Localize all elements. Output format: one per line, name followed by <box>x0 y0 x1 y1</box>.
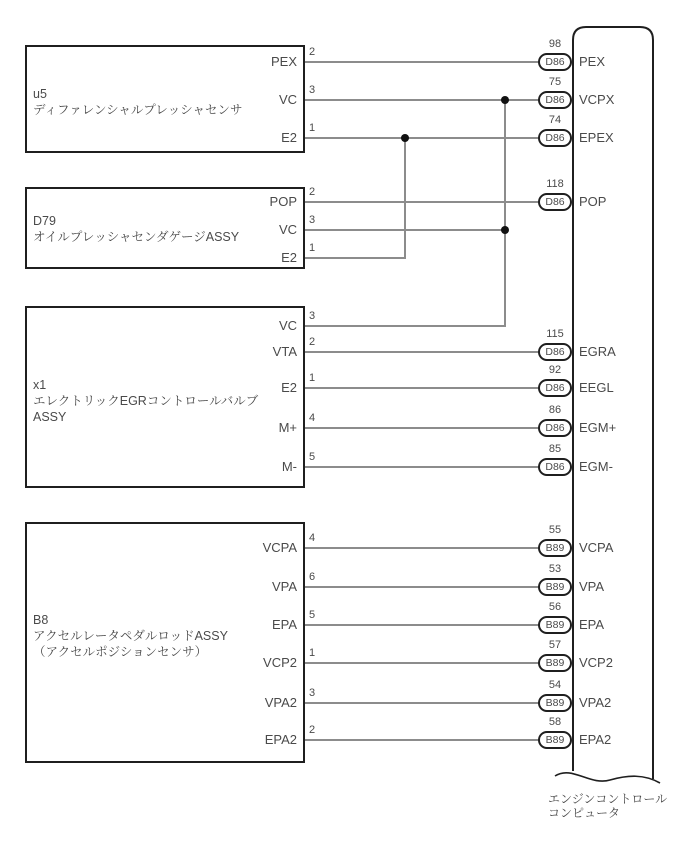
junction-dot <box>401 134 409 142</box>
pin-label-e2: E2 <box>281 130 297 145</box>
pin-number: 4 <box>309 412 316 424</box>
pin-label-pex: PEX <box>270 54 297 69</box>
ecu-caption-line: コンピュータ <box>548 806 621 820</box>
ecu-terminal-label-egm-minus: EGM- <box>579 459 613 474</box>
connector-oval: D86 <box>538 91 572 109</box>
ecu-pin-number: 92 <box>548 364 562 376</box>
pin-number: 1 <box>309 372 316 384</box>
pin-label-epa2: EPA2 <box>264 732 297 747</box>
connector-oval: D86 <box>538 193 572 211</box>
ecu-pin-number: 54 <box>548 679 562 691</box>
junction-dot <box>501 96 509 104</box>
pin-label-e2: E2 <box>281 250 297 265</box>
wire-e2-d79 <box>305 138 405 258</box>
ecu-pin-number: 55 <box>548 524 562 536</box>
junction-dots <box>401 96 509 234</box>
pin-number: 2 <box>309 46 316 58</box>
ecu-pin-number: 57 <box>548 639 562 651</box>
component-code: u5 <box>33 87 47 101</box>
pin-number: 4 <box>309 532 316 544</box>
component-name-line: アクセルレータペダルロッドASSY <box>33 629 228 643</box>
ecu-terminal-label-egra: EGRA <box>579 344 616 359</box>
connector-oval: D86 <box>538 419 572 437</box>
pin-label-vc: VC <box>278 92 297 107</box>
component-name-line: オイルプレッシャセンダゲージASSY <box>33 230 240 244</box>
pin-number: 5 <box>309 451 316 463</box>
ecu-pin-number: 115 <box>546 328 564 340</box>
ecu-pin-number: 53 <box>548 563 562 575</box>
component-name-line: （アクセルポジションセンサ） <box>33 645 208 659</box>
pin-label-epa: EPA <box>271 617 297 632</box>
component-name-line: エレクトリックEGRコントロールバルブ <box>33 394 259 408</box>
ecu-pin-number: 85 <box>548 443 562 455</box>
ecu-pin-number: 98 <box>548 38 562 50</box>
component-box-d79 <box>25 187 305 269</box>
ecu-terminal-label-vcp2: VCP2 <box>579 655 613 670</box>
pin-number: 2 <box>309 724 316 736</box>
pin-label-vpa: VPA <box>271 579 297 594</box>
wires <box>305 62 541 740</box>
pin-number: 3 <box>309 310 316 322</box>
component-code: D79 <box>33 214 56 228</box>
connector-oval: D86 <box>538 129 572 147</box>
component-name-line: ASSY <box>33 410 67 424</box>
connector-oval: B89 <box>538 539 572 557</box>
pin-label-vta: VTA <box>272 344 297 359</box>
ecu-terminal-label-egm-plus: EGM+ <box>579 420 617 435</box>
pin-number: 1 <box>309 647 316 659</box>
ecu-terminal-label-pex: PEX <box>579 54 606 69</box>
ecu-terminal-label-epa2: EPA2 <box>579 732 612 747</box>
pin-label-e2: E2 <box>281 380 297 395</box>
component-name-line: ディファレンシャルプレッシャセンサ <box>33 103 243 117</box>
ecu-pin-number: 86 <box>548 404 562 416</box>
pin-label-vcp2: VCP2 <box>263 655 297 670</box>
connector-oval: D86 <box>538 458 572 476</box>
ecu-terminal-label-pop: POP <box>579 194 607 209</box>
ecu-terminal-label-epex: EPEX <box>579 130 614 145</box>
ecu-terminal-label-epa: EPA <box>579 617 605 632</box>
ecu-pin-number: 58 <box>548 716 562 728</box>
ecu-terminal-label-vcpx: VCPX <box>579 92 615 107</box>
ecu-pin-number: 118 <box>546 178 564 190</box>
connector-oval: B89 <box>538 654 572 672</box>
ecu-terminal-label-vpa2: VPA2 <box>579 695 612 710</box>
pin-number: 2 <box>309 336 316 348</box>
pin-label-vpa2: VPA2 <box>264 695 297 710</box>
ecu-terminal-label-eegl: EEGL <box>579 380 614 395</box>
pin-number: 3 <box>309 214 316 226</box>
pin-label-pop: POP <box>269 194 297 209</box>
junction-dot <box>501 226 509 234</box>
ecu-pin-number: 75 <box>548 76 562 88</box>
component-box-b8 <box>25 522 305 763</box>
pin-label-vcpa: VCPA <box>262 540 297 555</box>
component-box-u5 <box>25 45 305 153</box>
pin-number: 5 <box>309 609 316 621</box>
pin-number: 6 <box>309 571 316 583</box>
ecu-pin-number: 74 <box>548 114 562 126</box>
pin-number: 3 <box>309 84 316 96</box>
component-code: B8 <box>33 613 49 627</box>
connector-oval: B89 <box>538 578 572 596</box>
pin-label-m-plus: M+ <box>278 420 297 435</box>
pin-number: 1 <box>309 242 316 254</box>
pin-label-vc: VC <box>278 222 297 237</box>
connector-oval: D86 <box>538 343 572 361</box>
ecu-torn-edge <box>555 773 660 783</box>
ecu-pin-number: 56 <box>548 601 562 613</box>
ecu-caption-line: エンジンコントロール <box>548 792 668 806</box>
pin-number: 1 <box>309 122 316 134</box>
ecu-caption <box>548 792 667 820</box>
ecu-terminal-label-vcpa: VCPA <box>579 540 614 555</box>
connector-oval: B89 <box>538 616 572 634</box>
connector-oval: D86 <box>538 379 572 397</box>
ecu-terminal-label-vpa: VPA <box>579 579 605 594</box>
pin-label-vc: VC <box>278 318 297 333</box>
connector-oval: B89 <box>538 694 572 712</box>
pin-number: 3 <box>309 687 316 699</box>
component-code: x1 <box>33 378 47 392</box>
component-box-x1 <box>25 306 305 488</box>
pin-label-m-minus: M- <box>281 459 297 474</box>
pin-number: 2 <box>309 186 316 198</box>
connector-oval: D86 <box>538 53 572 71</box>
connector-oval: B89 <box>538 731 572 749</box>
